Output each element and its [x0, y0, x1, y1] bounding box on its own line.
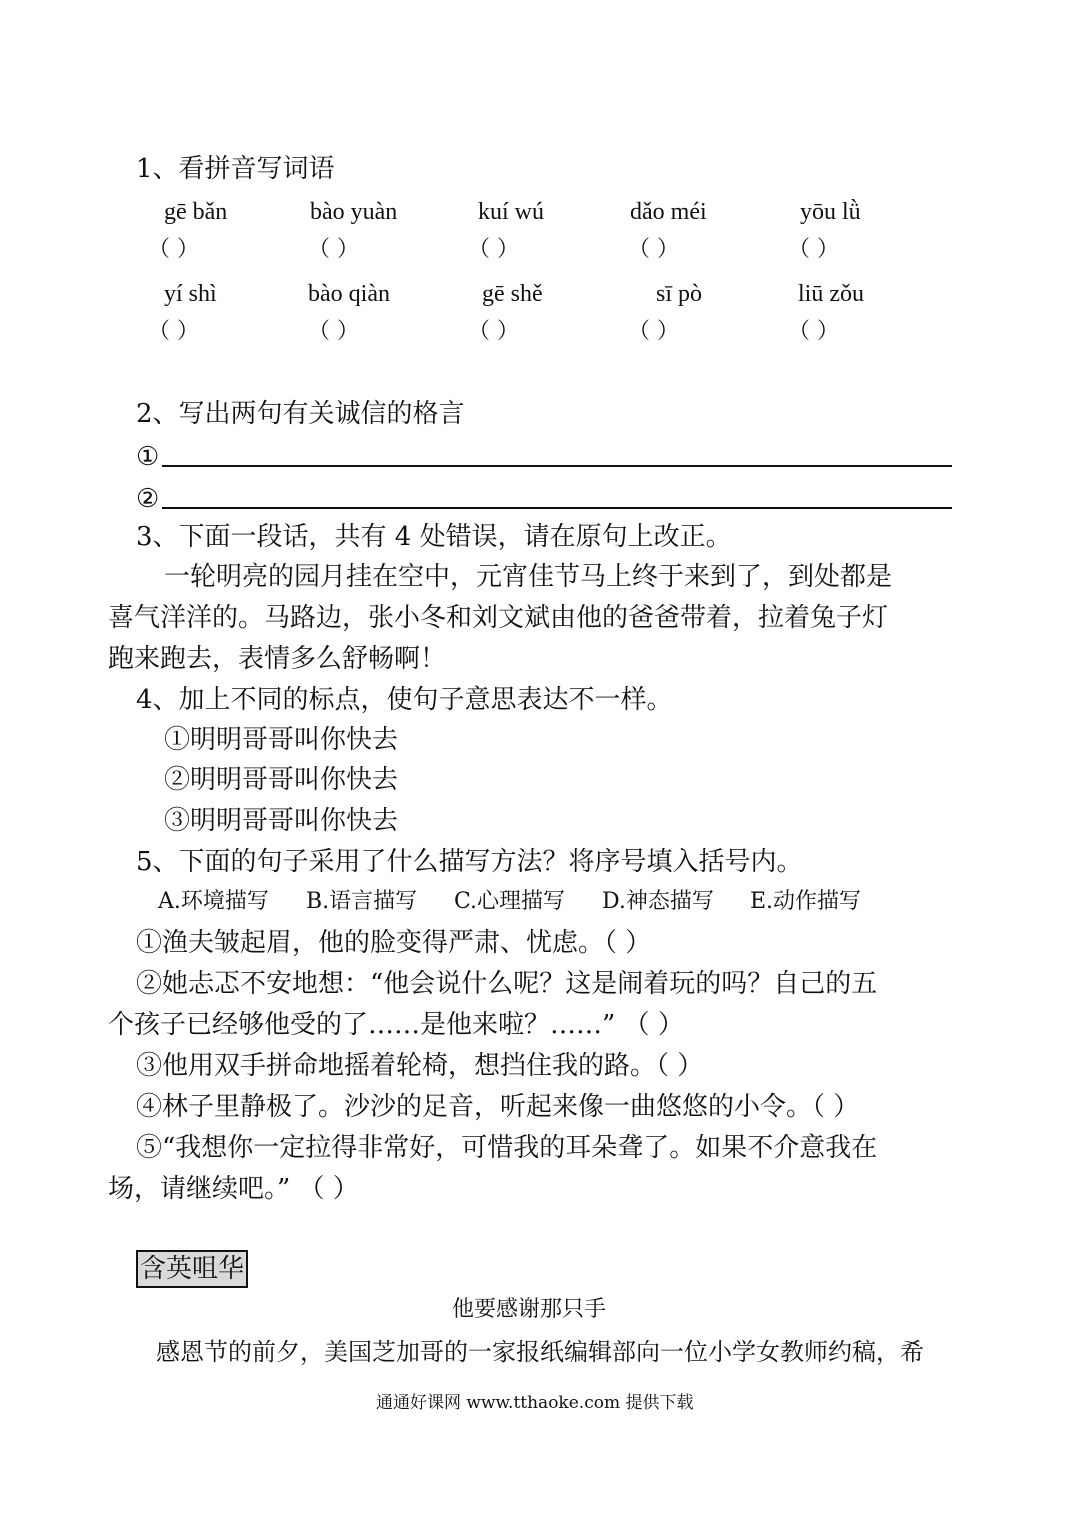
pinyin-item: gē shě: [482, 281, 543, 307]
q5-option: D.神态描写: [602, 889, 714, 914]
pinyin-item: gē bǎn: [164, 199, 228, 225]
reading-first-line: 感恩节的前夕，美国芝加哥的一家报纸编辑部向一位小学女教师约稿，希: [156, 1338, 924, 1366]
q1-title: 1、看拼音写词语: [136, 154, 335, 184]
q5-option: C.心理描写: [454, 889, 566, 914]
q2-mark-1: ①: [136, 442, 160, 472]
q5-option: A.环境描写: [158, 889, 269, 914]
q2-answer-line-2[interactable]: [162, 507, 952, 509]
pinyin-item: liū zǒu: [798, 281, 864, 307]
pinyin-item: yí shì: [164, 281, 217, 307]
answer-brackets[interactable]: （ ）: [308, 237, 359, 262]
answer-brackets[interactable]: （ ）: [788, 237, 839, 262]
answer-brackets[interactable]: （ ）: [308, 319, 359, 344]
q5-option: B.语言描写: [306, 889, 418, 914]
q5-line: ①渔夫皱起眉，他的脸变得严肃、忧虑。（ ）: [136, 928, 652, 958]
q3-paragraph-line: 跑来跑去，表情多么舒畅啊！: [108, 644, 447, 674]
pinyin-item: kuí wú: [478, 199, 544, 225]
pinyin-item: bào qiàn: [308, 281, 390, 307]
pinyin-item: sī pò: [656, 281, 703, 307]
q5-line: ②她忐忑不安地想：“他会说什么呢？这是闹着玩的吗？自己的五: [136, 969, 878, 999]
q5-line: 场，请继续吧。” （ ）: [108, 1174, 359, 1204]
q3-paragraph-line: 一轮明亮的园月挂在空中，元宵佳节马上终于来到了，到处都是: [164, 562, 893, 592]
section-label: 含英咀华: [136, 1250, 248, 1288]
pinyin-item: bào yuàn: [310, 199, 398, 225]
q3-paragraph-line: 喜气洋洋的。马路边，张小冬和刘文斌由他的爸爸带着，拉着兔子灯: [108, 603, 889, 633]
answer-brackets[interactable]: （ ）: [148, 237, 199, 262]
q2-mark-2: ②: [136, 484, 160, 514]
q5-line: ④林子里静极了。沙沙的足音，听起来像一曲悠悠的小令。（ ）: [136, 1092, 860, 1122]
answer-brackets[interactable]: （ ）: [628, 319, 679, 344]
q5-line: ③他用双手拼命地摇着轮椅，想挡住我的路。（ ）: [136, 1051, 704, 1081]
q5-line: 个孩子已经够他受的了……是他来啦？……” （ ）: [108, 1010, 684, 1040]
q5-line: ⑤“我想你一定拉得非常好，可惜我的耳朵聋了。如果不介意我在: [136, 1133, 878, 1163]
q3-title: 3、下面一段话，共有 4 处错误，请在原句上改正。: [136, 522, 732, 552]
answer-brackets[interactable]: （ ）: [788, 319, 839, 344]
q2-answer-line-1[interactable]: [162, 465, 952, 467]
q4-item: ③明明哥哥叫你快去: [164, 806, 399, 836]
answer-brackets[interactable]: （ ）: [468, 319, 519, 344]
answer-brackets[interactable]: （ ）: [628, 237, 679, 262]
q4-item: ②明明哥哥叫你快去: [164, 765, 399, 795]
pinyin-item: dǎo méi: [630, 199, 707, 225]
q2-title: 2、写出两句有关诚信的格言: [136, 399, 465, 429]
footer-credit: 通通好课网 www.tthaoke.com 提供下载: [376, 1393, 694, 1413]
answer-brackets[interactable]: （ ）: [468, 237, 519, 262]
q5-option: E.动作描写: [750, 889, 862, 914]
q5-title: 5、下面的句子采用了什么描写方法？将序号填入括号内。: [136, 847, 803, 877]
q4-title: 4、加上不同的标点，使句子意思表达不一样。: [136, 685, 673, 715]
reading-title: 他要感谢那只手: [452, 1297, 607, 1322]
answer-brackets[interactable]: （ ）: [148, 319, 199, 344]
pinyin-item: yōu lǜ: [800, 199, 861, 225]
q4-item: ①明明哥哥叫你快去: [164, 725, 399, 755]
